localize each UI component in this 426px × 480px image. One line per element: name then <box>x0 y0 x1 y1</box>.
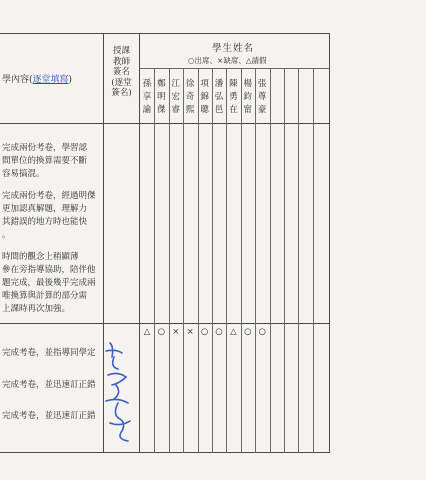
student-col-divider <box>270 68 271 453</box>
student-name: 潘 弘 邑 <box>214 79 224 115</box>
student-col-divider <box>284 68 285 453</box>
row2-content-line-1: 完成考卷，並指導同學定 <box>2 348 96 358</box>
student-col-divider <box>298 68 299 453</box>
attendance-mark: ○ <box>244 327 252 337</box>
student-col-divider <box>226 68 227 453</box>
header-bottom-border <box>0 123 330 124</box>
row2-content-line-2: 完成考卷，並迅速訂正錯 <box>2 380 96 390</box>
teacher-signature-column-label: 授課 教師 簽名 (逐堂 簽名) <box>111 46 132 98</box>
row1-content: 完成兩份考卷，學習認 間單位的換算需要不斷 容易搞混。 完成兩份考卷，經過明傑 更加認真解題，理解力 其錯誤的地方時也能快 。 時間的觀念上稍顯薄 參在旁指導協助，陪伴他 題完成，最後幾乎完成兩 唯換算與計算的部分需 上課時再次加強。 <box>2 143 96 314</box>
student-col-divider <box>183 68 184 453</box>
student-col-divider <box>154 68 155 453</box>
attendance-mark: ○ <box>200 327 209 337</box>
attendance-mark: ○ <box>258 327 266 337</box>
attendance-mark: △ <box>230 327 237 337</box>
attendance-mark: ○ <box>215 327 223 337</box>
attendance-mark: × <box>186 327 194 337</box>
student-col-divider <box>169 68 170 453</box>
student-col-divider <box>255 68 256 453</box>
student-name: 江 宏 睿 <box>171 79 181 115</box>
row2-content-line-3: 完成考卷，並迅速訂正錯 <box>2 411 96 421</box>
table-top-border <box>0 33 330 34</box>
content-column-label: 學內容(逐堂填寫) <box>2 75 73 85</box>
student-name: 項 錦 聰 <box>200 79 209 115</box>
students-title: 學生姓名 <box>212 43 255 54</box>
table-right-border <box>329 33 330 453</box>
teacher-handwritten-signature <box>100 335 138 445</box>
students-title-divider <box>139 68 330 69</box>
attendance-legend: ○出席、×缺席、△請假 <box>188 56 267 65</box>
fill-each-class-link: 逐堂填寫 <box>32 75 69 85</box>
student-col-divider <box>241 68 242 453</box>
student-col-divider <box>212 68 213 453</box>
attendance-mark: △ <box>143 327 151 337</box>
attendance-mark: × <box>172 327 180 337</box>
student-name: 楊 鈞 甯 <box>243 79 253 115</box>
student-name: 徐 奇 熙 <box>185 79 195 115</box>
student-name: 鄭 明 傑 <box>157 79 166 115</box>
table-bottom-border <box>0 452 330 453</box>
student-name: 陳 勇 在 <box>229 79 238 115</box>
student-col-divider <box>313 68 314 453</box>
teacher-col-divider <box>139 33 140 453</box>
student-col-divider <box>198 68 199 453</box>
row1-bottom-border <box>0 323 330 324</box>
attendance-mark: ○ <box>157 327 166 337</box>
student-name: 張 尊 豪 <box>257 79 267 115</box>
student-name: 孫 享 諭 <box>142 79 152 115</box>
